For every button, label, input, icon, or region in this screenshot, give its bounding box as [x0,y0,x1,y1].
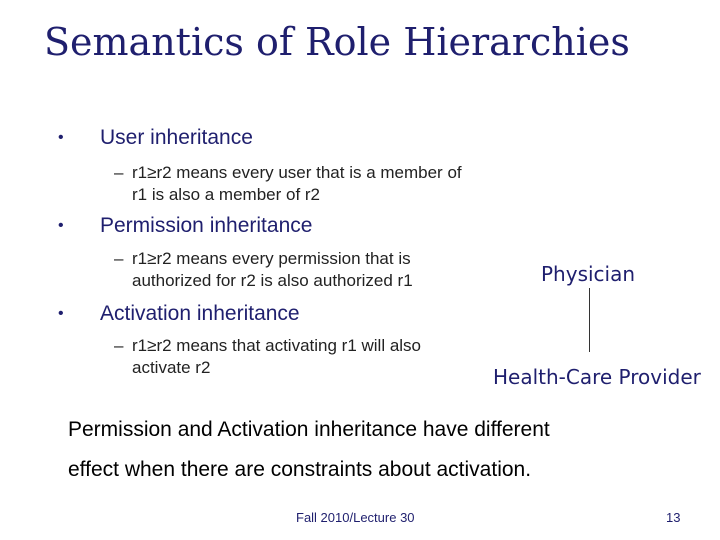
sub-bullet-permission-inheritance [114,248,474,292]
bullet-label: User inheritance [100,126,253,149]
footer-lecture: Fall 2010/Lecture 30 [296,510,415,525]
sub-bullet-activation-inheritance [114,335,444,379]
sub-bullet-user-inheritance [114,162,474,206]
sub-bullet-text: r1≥r2 means every user that is a member of r1 is also a member of r2 [132,163,462,204]
sub-bullet-text: r1≥r2 means every permission that is authorized for r2 is also authorized r1 [132,249,413,290]
sub-bullet-text: r1≥r2 means that activating r1 will also activate r2 [132,336,422,377]
bullet-dot-icon: • [58,217,64,234]
diagram-node-health-care-provider: Health-Care Provider [493,365,701,389]
bullet-dot-icon: • [58,129,64,146]
bullet-permission-inheritance [58,214,313,238]
bullet-label: Activation inheritance [100,302,300,325]
dash-icon: – [114,163,124,182]
bullet-user-inheritance [58,126,253,150]
dash-icon: – [114,336,124,355]
diagram-node-physician: Physician [541,262,636,286]
bullet-dot-icon: • [58,305,64,322]
paragraph-line-2: effect when there are constraints about activation. [68,458,532,481]
diagram-edge [589,288,590,352]
bullet-label: Permission inheritance [100,214,313,237]
dash-icon: – [114,249,124,268]
slide-title: Semantics of Role Hierarchies [44,20,630,64]
paragraph-line-1: Permission and Activation inheritance have different [68,418,550,441]
bullet-activation-inheritance [58,302,300,326]
page-number: 13 [666,510,681,525]
